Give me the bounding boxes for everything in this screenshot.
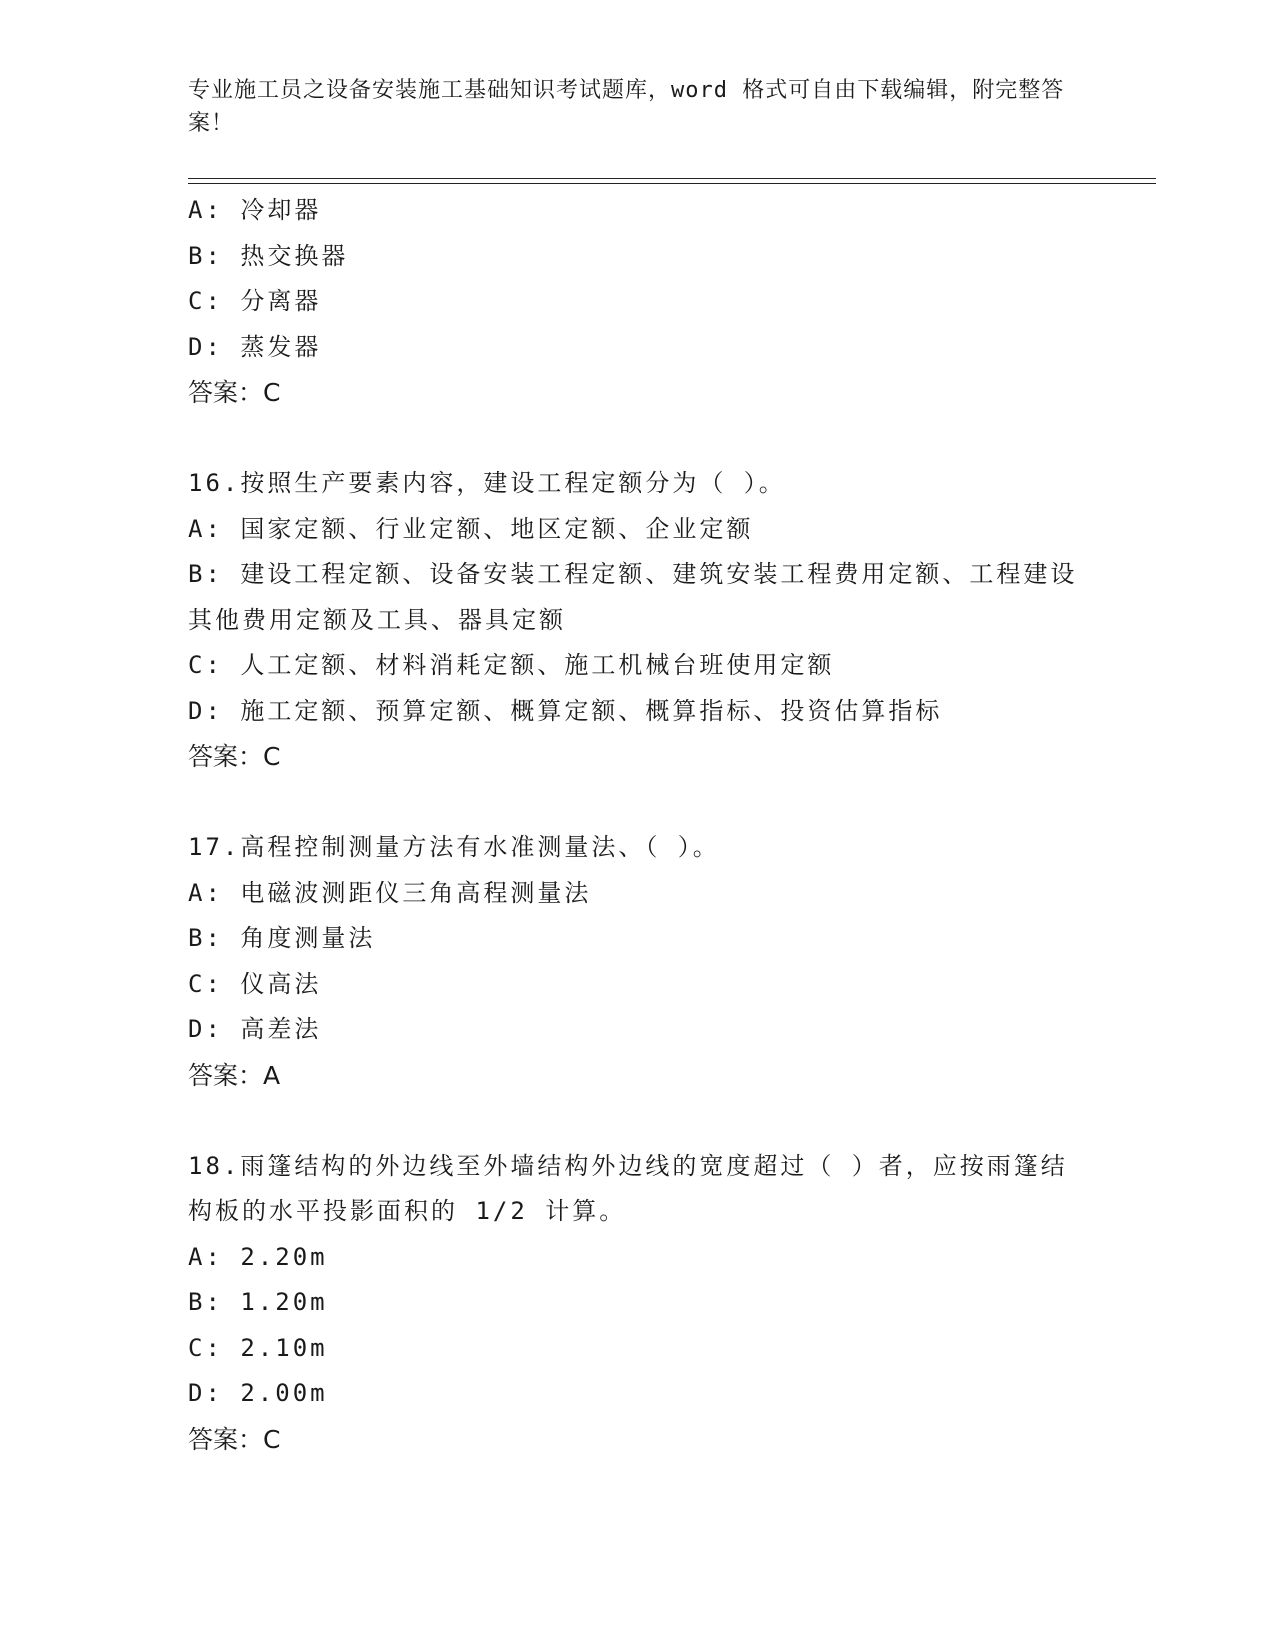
option-c: C: 仪高法 [188, 969, 322, 998]
question-block-15 [188, 188, 1088, 416]
answer-line: 答案：C [188, 1424, 281, 1454]
option-d: D: 施工定额、预算定额、概算定额、概算指标、投资估算指标 [188, 696, 943, 725]
question-list [188, 188, 1088, 1462]
option-a: A: 2.20m [188, 1242, 328, 1271]
option-b: B: 1.20m [188, 1288, 328, 1316]
question-block-16 [188, 461, 1088, 780]
question-text: 18.雨篷结构的外边线至外墙结构外边线的宽度超过（ ）者，应按雨篷结构板的水平投影面积的 1/2 计算。 [188, 1151, 1068, 1225]
option-a: A: 国家定额、行业定额、地区定额、企业定额 [188, 514, 754, 543]
header-divider [188, 178, 1156, 184]
answer-line: 答案：C [188, 378, 281, 407]
option-c: C: 分离器 [188, 287, 322, 315]
spacer [188, 1098, 1088, 1144]
document-header: 专业施工员之设备安装施工基础知识考试题库，word 格式可自由下载编辑，附完整答案！ [188, 78, 1065, 136]
spacer [188, 780, 1088, 826]
question-block-18 [188, 1144, 1088, 1463]
question-text: 16.按照生产要素内容，建设工程定额分为（ ）。 [188, 469, 786, 497]
option-b: B: 建设工程定额、设备安装工程定额、建筑安装工程费用定额、工程建设其他费用定额及工具、器具定额 [188, 560, 1078, 634]
answer-line: 答案：A [188, 1060, 281, 1090]
option-d: D: 高差法 [188, 1015, 322, 1043]
question-text: 17.高程控制测量方法有水准测量法、（ ）。 [188, 833, 720, 861]
answer-line: 答案：C [188, 742, 281, 771]
option-c: C: 2.10m [188, 1333, 328, 1362]
option-a: A: 电磁波测距仪三角高程测量法 [188, 878, 592, 907]
option-d: D: 蒸发器 [188, 332, 322, 361]
option-d: D: 2.00m [188, 1379, 328, 1407]
option-a: A: 冷却器 [188, 196, 322, 224]
spacer [188, 416, 1088, 462]
question-block-17 [188, 825, 1088, 1098]
option-b: B: 热交换器 [188, 241, 349, 270]
option-b: B: 角度测量法 [188, 924, 376, 952]
option-c: C: 人工定额、材料消耗定额、施工机械台班使用定额 [188, 651, 835, 679]
